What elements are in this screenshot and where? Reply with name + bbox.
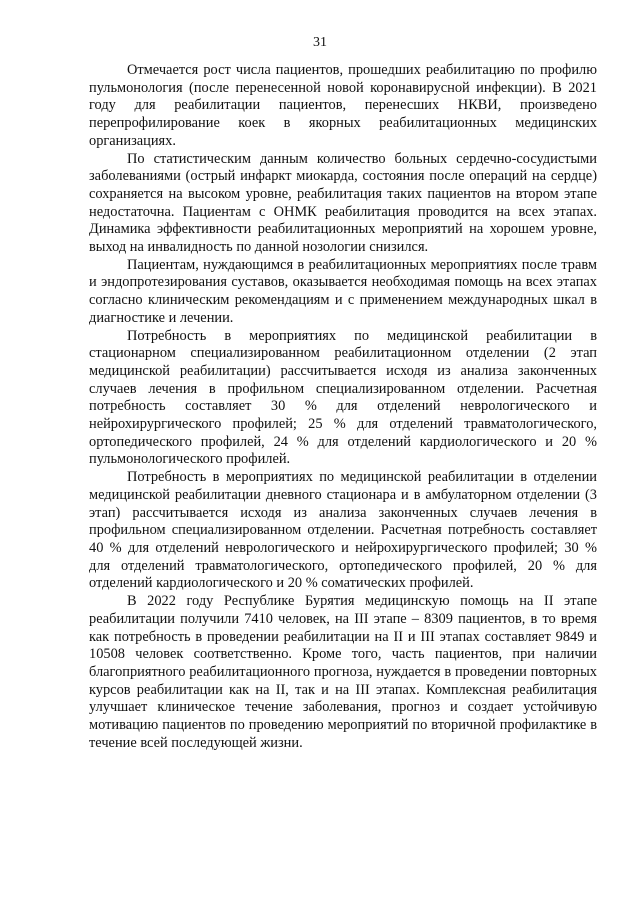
paragraph-stage-3-need: Потребность в мероприятиях по медицинской реабилитации в отделении медицинской реабилитации дневного стационара и в амбулаторном отделении (3 этап) рассчитывается исходя из анализа законченных случаев лечения в профильном специализированном отделении. Расчетная потребность составляет 40 % для отделений неврологического и нейрохирургического профилей; 30 % для отделений травматологического, ортопедического профилей, 20 % для отделений кардиологического и 20 % соматических профилей. — [89, 469, 597, 592]
paragraph-stage-2-need: Потребность в мероприятиях по медицинской реабилитации в стационарном специализированном реабилитационном отделении (2 этап медицинской реабилитации) рассчитывается исходя из анализа законченных случаев лечения в профильном специализированном отделении. Расчетная потребность составляет 30 % для отделений неврологического и нейрохирургического профилей; 25 % для отделений травматологического, ортопедического профилей, 24 % для отделений кардиологического и 20 % пульмонологического профилей. — [89, 327, 597, 468]
paragraph-pulmonology-rehabilitation: Отмечается рост числа пациентов, прошедших реабилитацию по профилю пульмонология (после перенесенной новой коронавирусной инфекции). В 2021 году для реабилитации пациентов, перенесших НКВИ, произведено перепрофилирование коек в якорных реабилитационных медицинских организациях. — [89, 62, 597, 149]
page-number: 31 — [313, 35, 327, 50]
paragraph-trauma-endoprosthesis: Пациентам, нуждающимся в реабилитационных мероприятиях после травм и эндопротезирования суставов, оказывается необходимая помощь на всех этапах согласно клиническим рекомендациям и с применением международных шкал в диагностике и лечении. — [89, 256, 597, 326]
paragraph-2022-statistics: В 2022 году Республике Бурятия медицинскую помощь на II этапе реабилитации получили 7410 человек, на III этапе – 8309 пациентов, в то время как потребность в проведении реабилитации на II и III этапах составляет 9849 и 10508 человек соответственно. Кроме того, часть пациентов, при наличии благоприятного реабилитационного прогноза, нуждается в проведении повторных курсов реабилитации как на II, так и на III этапах. Комплексная реабилитация улучшает клиническое течение заболевания, прогноз и создает устойчивую мотивацию пациентов по проведению мероприятий по вторичной профилактике в течение всей последующей жизни. — [89, 593, 597, 751]
paragraph-cardiovascular-rehabilitation: По статистическим данным количество больных сердечно-сосудистыми заболеваниями (острый инфаркт миокарда, состояния после операций на сердце) сохраняется на высоком уровне, реабилитация таких пациентов на втором этапе недостаточна. Пациентам с ОНМК реабилитация проводится на всех этапах. Динамика эффективности реабилитационных мероприятий на хорошем уровне, выход на инвалидность по данной нозологии снизился. — [89, 150, 597, 256]
document-body — [89, 62, 597, 752]
